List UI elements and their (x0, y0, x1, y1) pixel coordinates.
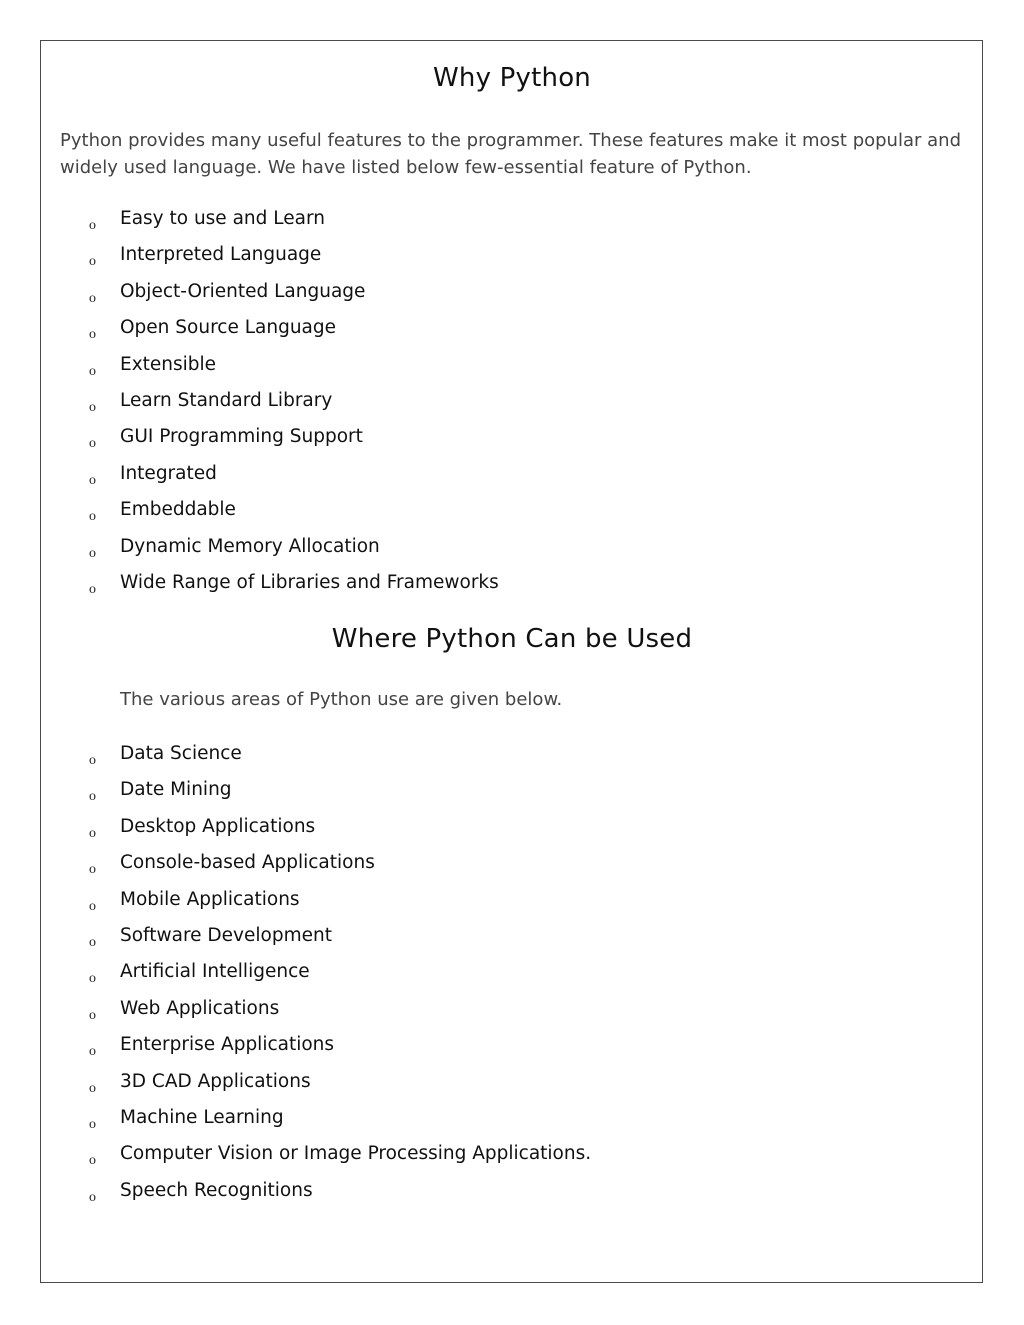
section-title-where-python-used: Where Python Can be Used (331, 624, 693, 654)
bullet-marker: o (89, 436, 96, 452)
list-item-text: Object-Oriented Language (120, 280, 366, 302)
bullet-marker: o (89, 862, 96, 878)
list-item-text: Web Applications (120, 997, 280, 1019)
list-item-text: Enterprise Applications (120, 1034, 335, 1056)
list-item (0, 1107, 1024, 1143)
usage-intro: The various areas of Python use are given below. (120, 689, 563, 710)
bullet-marker: o (89, 898, 96, 914)
bullet-marker: o (89, 581, 96, 597)
bullet-marker: o (89, 399, 96, 415)
list-item (0, 281, 1024, 317)
list-item (0, 536, 1024, 572)
list-item-text: Wide Range of Libraries and Frameworks (120, 571, 499, 593)
list-item (0, 925, 1024, 961)
bullet-marker: o (89, 363, 96, 379)
list-item (0, 390, 1024, 426)
list-item (0, 743, 1024, 779)
bullet-marker: o (89, 509, 96, 525)
bullet-marker: o (89, 1116, 96, 1132)
list-item-text: Date Mining (120, 779, 232, 801)
bullet-marker: o (89, 1044, 96, 1060)
list-item (0, 1034, 1024, 1070)
list-item (0, 244, 1024, 280)
list-item (0, 816, 1024, 852)
list-item-text: Interpreted Language (120, 244, 322, 266)
bullet-marker: o (89, 825, 96, 841)
list-item (0, 354, 1024, 390)
list-item (0, 961, 1024, 997)
list-item (0, 889, 1024, 925)
bullet-marker: o (89, 545, 96, 561)
list-item-text: Embeddable (120, 499, 236, 521)
list-item-text: Dynamic Memory Allocation (120, 535, 380, 557)
bullet-marker: o (89, 1189, 96, 1205)
intro-paragraph: Python provides many useful features to the programmer. These features make it most popular and widely used language. We have listed below few-essential feature of Python. (60, 130, 961, 178)
list-item (0, 208, 1024, 244)
list-item (0, 1180, 1024, 1216)
list-item-text: GUI Programming Support (120, 426, 363, 448)
bullet-marker: o (89, 472, 96, 488)
feature-list (0, 208, 1024, 608)
list-item-text: Computer Vision or Image Processing Applications. (120, 1143, 592, 1165)
list-item (0, 317, 1024, 353)
list-item-text: Integrated (120, 462, 217, 484)
list-item-text: Extensible (120, 353, 217, 375)
list-item-text: Machine Learning (120, 1106, 284, 1128)
list-item-text: Console-based Applications (120, 852, 375, 874)
list-item-text: Speech Recognitions (120, 1179, 313, 1201)
bullet-marker: o (89, 290, 96, 306)
bullet-marker: o (89, 327, 96, 343)
list-item-text: Open Source Language (120, 317, 337, 339)
list-item-text: Software Development (120, 924, 332, 946)
bullet-marker: o (89, 934, 96, 950)
list-item (0, 1143, 1024, 1179)
list-item (0, 779, 1024, 815)
list-item (0, 852, 1024, 888)
list-item-text: Artificial Intelligence (120, 961, 310, 983)
list-item-text: Data Science (120, 743, 242, 764)
list-item-text: Mobile Applications (120, 888, 300, 910)
list-item (0, 1071, 1024, 1107)
list-item-text: Desktop Applications (120, 815, 316, 837)
list-item-text: Easy to use and Learn (120, 208, 325, 229)
bullet-marker: o (89, 1153, 96, 1169)
list-item (0, 426, 1024, 462)
bullet-marker: o (89, 753, 96, 768)
list-item-text: 3D CAD Applications (120, 1070, 311, 1092)
bullet-marker: o (89, 971, 96, 987)
bullet-marker: o (89, 1007, 96, 1023)
section-title-why-python: Why Python (433, 63, 591, 93)
list-item (0, 463, 1024, 499)
list-item (0, 572, 1024, 608)
bullet-marker: o (89, 789, 96, 805)
bullet-marker: o (89, 1080, 96, 1096)
list-item (0, 998, 1024, 1034)
usage-list (0, 743, 1024, 1216)
list-item (0, 499, 1024, 535)
bullet-marker: o (89, 218, 96, 233)
list-item-text: Learn Standard Library (120, 389, 333, 411)
bullet-marker: o (89, 254, 96, 270)
